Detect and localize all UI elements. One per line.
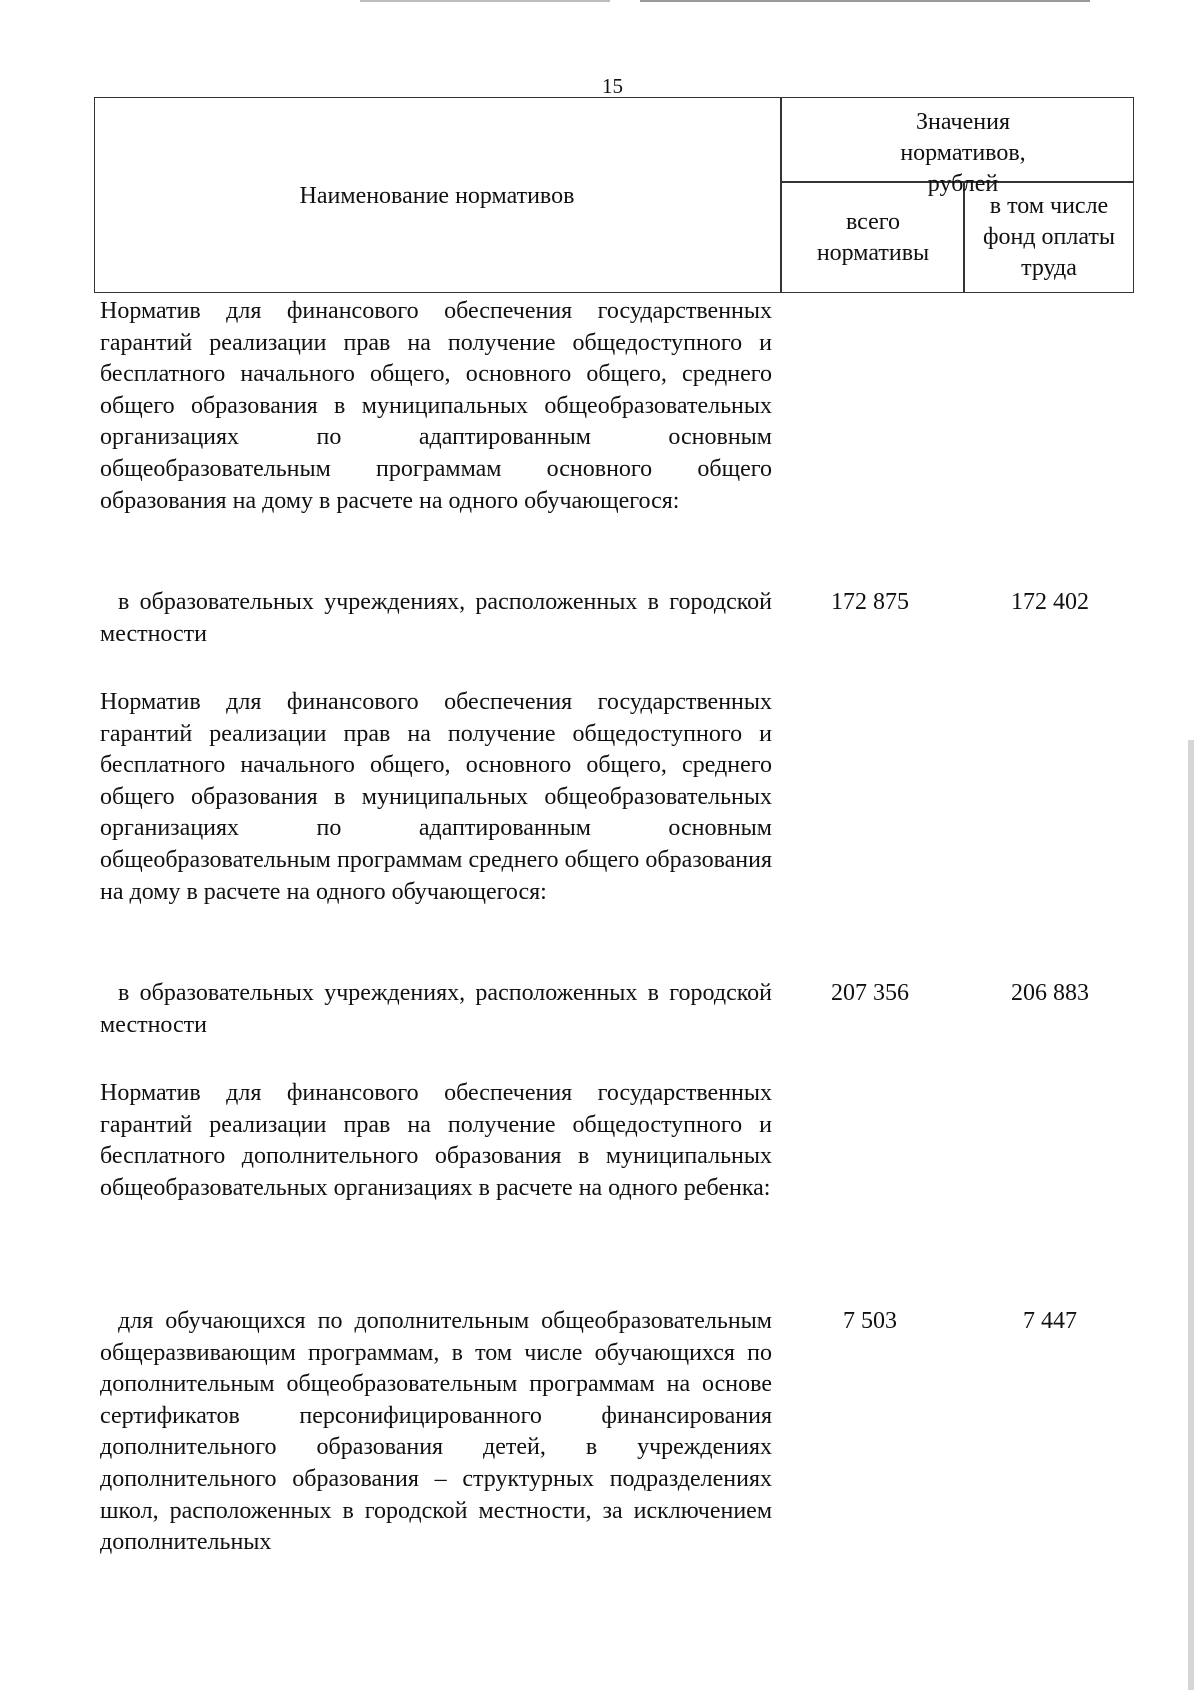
norm-name: Норматив для финансового обеспечения государственных гарантий реализации прав на получение общедоступного и бесплатного дополнительного образования в муниципальных общеобразовательных организациях в расчете на одного ребенка: xyxy=(100,1080,772,1201)
norm-name: в образовательных учреждениях, расположенных в городской местности xyxy=(100,589,772,647)
header-wage-column: в том числе фонд оплаты труда xyxy=(982,193,1116,281)
scan-top-mark xyxy=(360,0,610,2)
norm-wage-value: 7 447 xyxy=(1023,1308,1077,1334)
header-name-column: Наименование нормативов xyxy=(299,183,575,209)
header-total-column: всего нормативы xyxy=(816,209,930,266)
scan-right-edge xyxy=(1188,740,1194,1690)
norm-name: для обучающихся по дополнительным общеобразовательным общеразвивающим программам, в том числе обучающихся по дополнительным общеобразовательным программам на основе сертификатов персонифицированного финансирования дополнительного образования детей, в учреждениях дополнительного образования – структурных подразделениях школ, расположенных в городской местности, за исключением дополнительных xyxy=(100,1308,772,1556)
header-divider xyxy=(780,97,782,293)
scan-top-mark xyxy=(640,0,1090,2)
norm-name: Норматив для финансового обеспечения государственных гарантий реализации прав на получение общедоступного и бесплатного начального общего, основного общего, среднего общего образования в муниципальных общеобразовательных организациях по адаптированным основным общеобразовательным программам основного общего образования на дому в расчете на одного обучающегося: xyxy=(100,298,772,514)
norm-wage-value: 206 883 xyxy=(1011,980,1089,1006)
norm-name: Норматив для финансового обеспечения государственных гарантий реализации прав на получение общедоступного и бесплатного начального общего, основного общего, среднего общего образования в муниципальных общеобразовательных организациях по адаптированным основным общеобразовательным программам среднего общего образования на дому в расчете на одного обучающегося: xyxy=(100,689,772,905)
norm-total-value: 7 503 xyxy=(843,1308,897,1334)
table-header xyxy=(94,97,1134,293)
header-values-column: Значения нормативов, рублей xyxy=(900,109,1026,197)
norm-total-value: 207 356 xyxy=(831,980,909,1006)
norm-total-value: 172 875 xyxy=(831,589,909,615)
norm-name: в образовательных учреждениях, расположенных в городской местности xyxy=(100,980,772,1038)
norm-wage-value: 172 402 xyxy=(1011,589,1089,615)
page-number: 15 xyxy=(602,74,623,98)
